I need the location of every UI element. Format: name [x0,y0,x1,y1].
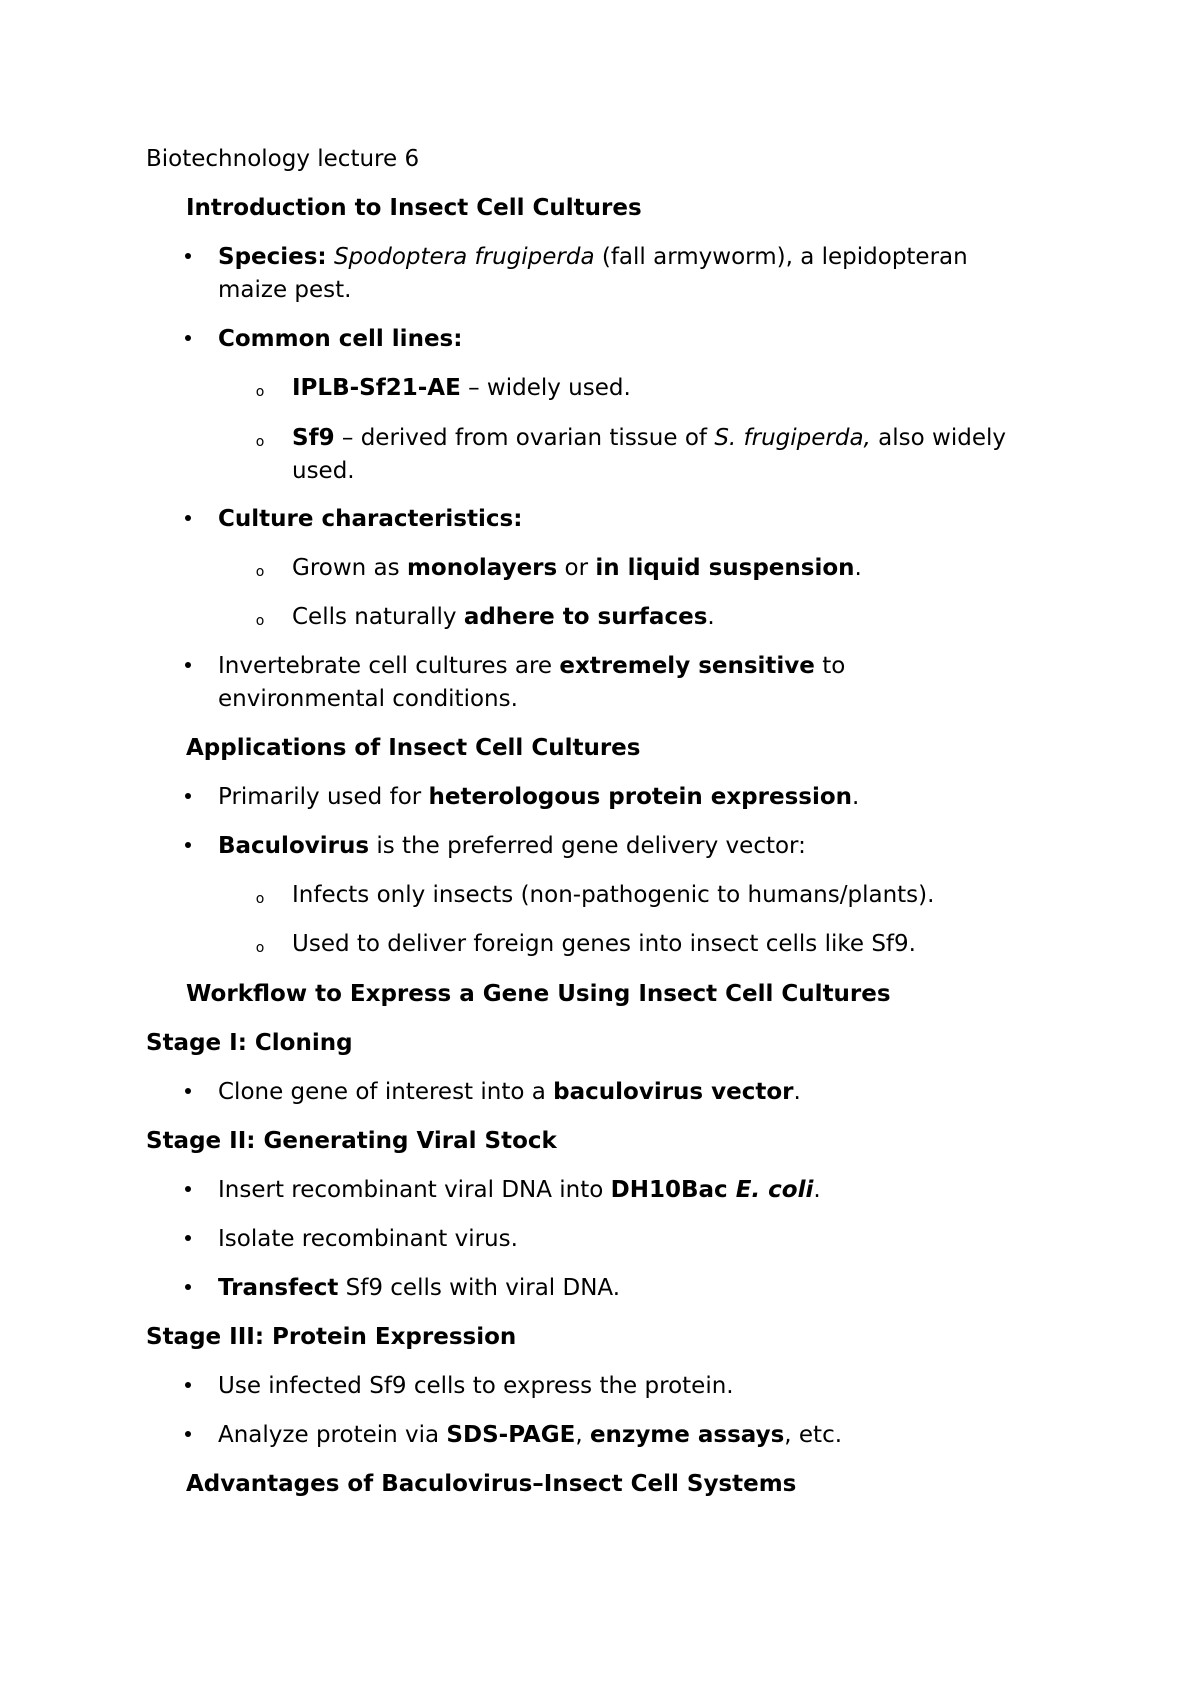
text: . [707,604,715,630]
sub-bullet-icon: o [255,891,265,907]
sub-bullet-icon: o [255,434,265,450]
cell-line-name: IPLB-Sf21-AE [292,375,461,401]
sub-item-sf9 [292,422,1062,488]
bullet-icon [178,781,198,814]
stage-heading-3 [146,1321,516,1354]
text: to environmental conditions. [218,653,846,712]
text: Used to deliver foreign genes into insect cells like Sf9. [292,931,916,957]
cell-lines-label: Common cell lines: [218,326,463,352]
sub-item-grown [292,552,1142,585]
section-heading-advantages [186,1468,796,1501]
bullet-icon [178,1272,198,1305]
stage-text: Stage I: Cloning [146,1030,353,1056]
list-item-insert [218,1174,1068,1207]
heading-text: Applications of Insect Cell Cultures [186,735,641,761]
list-item-sensitivity [218,650,938,716]
emphasis: enzyme assays [589,1422,785,1448]
text: Insert recombinant viral DNA into [218,1177,611,1203]
emphasis: adhere to surfaces [463,604,708,630]
heading-text: Workflow to Express a Gene Using Insect Cell Cultures [186,981,891,1007]
species-label: Species: [218,244,327,270]
stage-heading-2 [146,1125,557,1158]
emphasis: Transfect [218,1275,339,1301]
cell-line-description: – widely used. [460,375,631,401]
list-item-baculovirus [218,830,1068,863]
text: Isolate recombinant virus. [218,1226,518,1252]
sub-bullet-icon: o [255,564,265,580]
stage-text: Stage III: Protein Expression [146,1324,517,1350]
sub-bullet-icon: o [255,940,265,956]
text: or [557,555,596,581]
section-heading-intro [186,192,642,225]
cell-line-name: Sf9 [292,425,335,451]
list-item-clone [218,1076,1068,1109]
bullet-icon [178,503,198,536]
list-item-culture [218,503,1068,536]
emphasis: extremely sensitive [559,653,815,679]
list-item-isolate [218,1223,1068,1256]
bullet-icon [178,1370,198,1403]
emphasis: heterologous protein expression [428,784,853,810]
document-title [146,143,419,176]
text: . [793,1079,801,1105]
text: Analyze protein via [218,1422,447,1448]
list-item-analyze [218,1419,1068,1452]
sub-item-iplb [292,372,1142,405]
species-abbrev: S. frugiperda, [714,425,871,451]
bullet-icon [178,1223,198,1256]
sub-item-deliver [292,928,1142,961]
sub-item-adhere [292,601,1142,634]
text: Sf9 cells with viral DNA. [338,1275,621,1301]
emphasis-italic: E. coli [735,1177,814,1203]
bullet-icon [178,650,198,683]
text: , [575,1422,590,1448]
species-description: (fall armyworm), a lepidopteran maize pest. [218,244,968,303]
bullet-icon [178,323,198,356]
list-item-primary-use [218,781,1068,814]
text: Clone gene of interest into a [218,1079,554,1105]
list-item-cell-lines [218,323,1068,356]
culture-label: Culture characteristics: [218,506,523,532]
emphasis: Baculovirus [218,833,370,859]
text: Cells naturally [292,604,464,630]
text: . [852,784,860,810]
bullet-icon [178,1419,198,1452]
heading-text: Introduction to Insect Cell Cultures [186,195,642,221]
sub-bullet-icon: o [255,384,265,400]
text: Invertebrate cell cultures are [218,653,560,679]
title-text: Biotechnology lecture 6 [146,146,420,172]
stage-text: Stage II: Generating Viral Stock [146,1128,557,1154]
emphasis: baculovirus vector [553,1079,794,1105]
text: Infects only insects (non-pathogenic to humans/plants). [292,882,935,908]
sub-item-infects [292,879,1142,912]
emphasis: SDS-PAGE [446,1422,576,1448]
emphasis: DH10Bac [610,1177,736,1203]
stage-heading-1 [146,1027,353,1060]
list-item-use-infected [218,1370,1068,1403]
text: . [854,555,862,581]
text: Grown as [292,555,407,581]
bullet-icon [178,241,198,274]
species-name: Spodoptera frugiperda [333,244,595,270]
emphasis: monolayers [406,555,558,581]
text: is the preferred gene delivery vector: [369,833,806,859]
text: . [813,1177,821,1203]
text: , etc. [784,1422,843,1448]
sub-bullet-icon: o [255,613,265,629]
cell-line-description: – derived from ovarian tissue of [334,425,715,451]
text: Use infected Sf9 cells to express the protein. [218,1373,734,1399]
bullet-icon [178,1174,198,1207]
list-item-species [218,241,1038,307]
list-item-transfect [218,1272,1068,1305]
heading-text: Advantages of Baculovirus–Insect Cell Systems [186,1471,797,1497]
bullet-icon [178,1076,198,1109]
cell-line-description-end: also widely used. [292,425,1006,484]
section-heading-applications [186,732,640,765]
emphasis: in liquid suspension [595,555,855,581]
text: Primarily used for [218,784,429,810]
bullet-icon [178,830,198,863]
section-heading-workflow [186,978,891,1011]
